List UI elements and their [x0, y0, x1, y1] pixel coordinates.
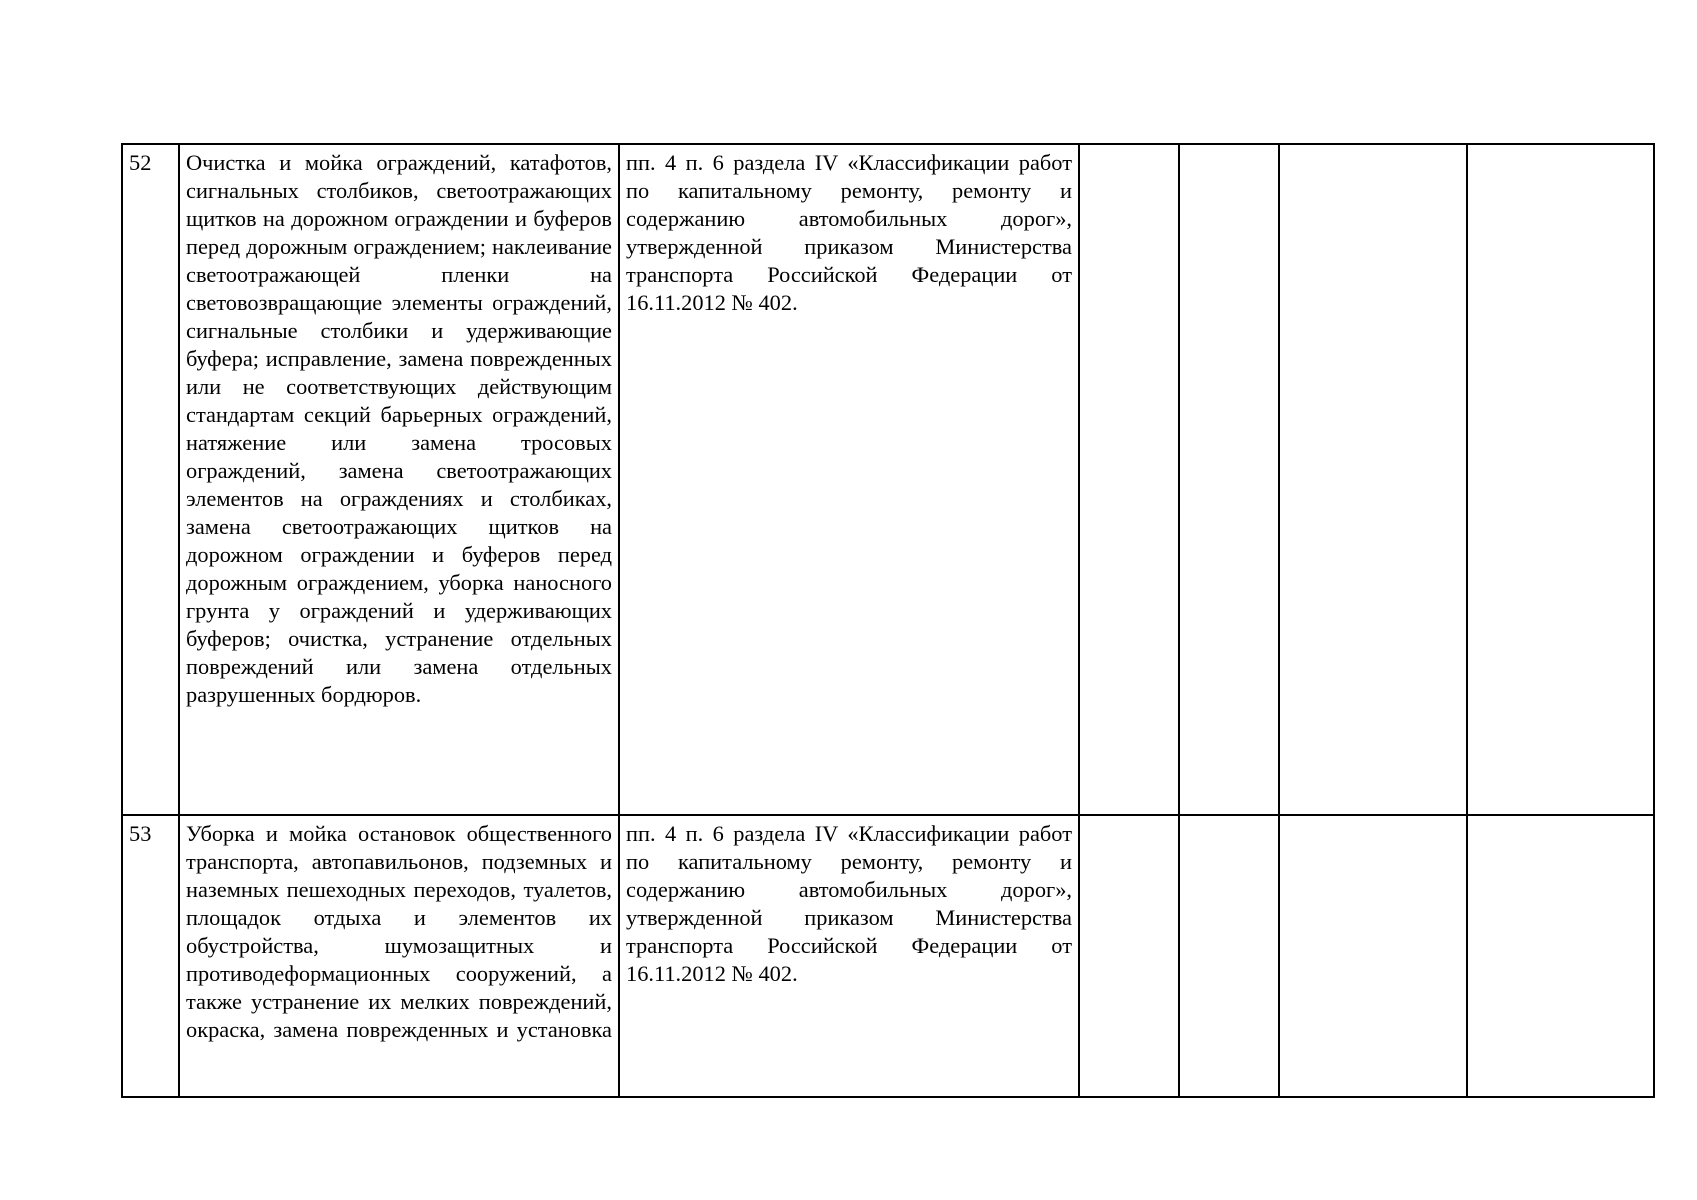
empty-cell [1079, 144, 1179, 815]
row-number-cell [122, 144, 179, 815]
empty-cell [1467, 144, 1654, 815]
work-classification-table [121, 143, 1655, 1098]
empty-cell [1467, 815, 1654, 1097]
empty-cell [1279, 815, 1467, 1097]
regulation-reference: пп. 4 п. 6 раздела IV «Классификации работ по капитальному ремонту, ремонту и содержанию автомобильных дорог», утвержденной приказом Министерства транспорта Российской Федерации от 16.11.2012 № 402. [626, 150, 1072, 315]
row-number: 52 [129, 150, 152, 175]
table-row [122, 144, 1654, 815]
row-number: 53 [129, 821, 152, 846]
table-row [122, 815, 1654, 1097]
empty-cell [1179, 144, 1279, 815]
regulation-reference-cell [619, 144, 1079, 815]
work-description-cell [179, 815, 619, 1097]
empty-cell [1079, 815, 1179, 1097]
empty-cell [1179, 815, 1279, 1097]
regulation-reference: пп. 4 п. 6 раздела IV «Классификации работ по капитальному ремонту, ремонту и содержанию автомобильных дорог», утвержденной приказом Министерства транспорта Российской Федерации от 16.11.2012 № 402. [626, 821, 1072, 986]
empty-cell [1279, 144, 1467, 815]
regulation-reference-cell [619, 815, 1079, 1097]
row-number-cell [122, 815, 179, 1097]
work-description: Очистка и мойка ограждений, катафотов, сигнальных столбиков, светоотражающих щитков на дорожном ограждении и буферов перед дорожным ограждением; наклеивание светоотражающей пленки на световозвращающие элементы ограждений, сигнальные столбики и удерживающие буфера; исправление, замена поврежденных или не соответствующих действующим стандартам секций барьерных ограждений, натяжение или замена тросовых ограждений, замена светоотражающих элементов на ограждениях и столбиках, замена светоотражающих щитков на дорожном ограждении и буферов перед дорожным ограждением, уборка наносного грунта у ограждений и удерживающих буферов; очистка, устранение отдельных повреждений или замена отдельных разрушенных бордюров. [186, 150, 612, 707]
work-description: Уборка и мойка остановок общественного транспорта, автопавильонов, подземных и наземных пешеходных переходов, туалетов, площадок отдыха и элементов их обустройства, шумозащитных и противодеформационных сооружений, а также устранение их мелких повреждений, окраска, замена поврежденных и установка [186, 821, 612, 1042]
work-description-clip [186, 820, 612, 1092]
work-description-cell [179, 144, 619, 815]
